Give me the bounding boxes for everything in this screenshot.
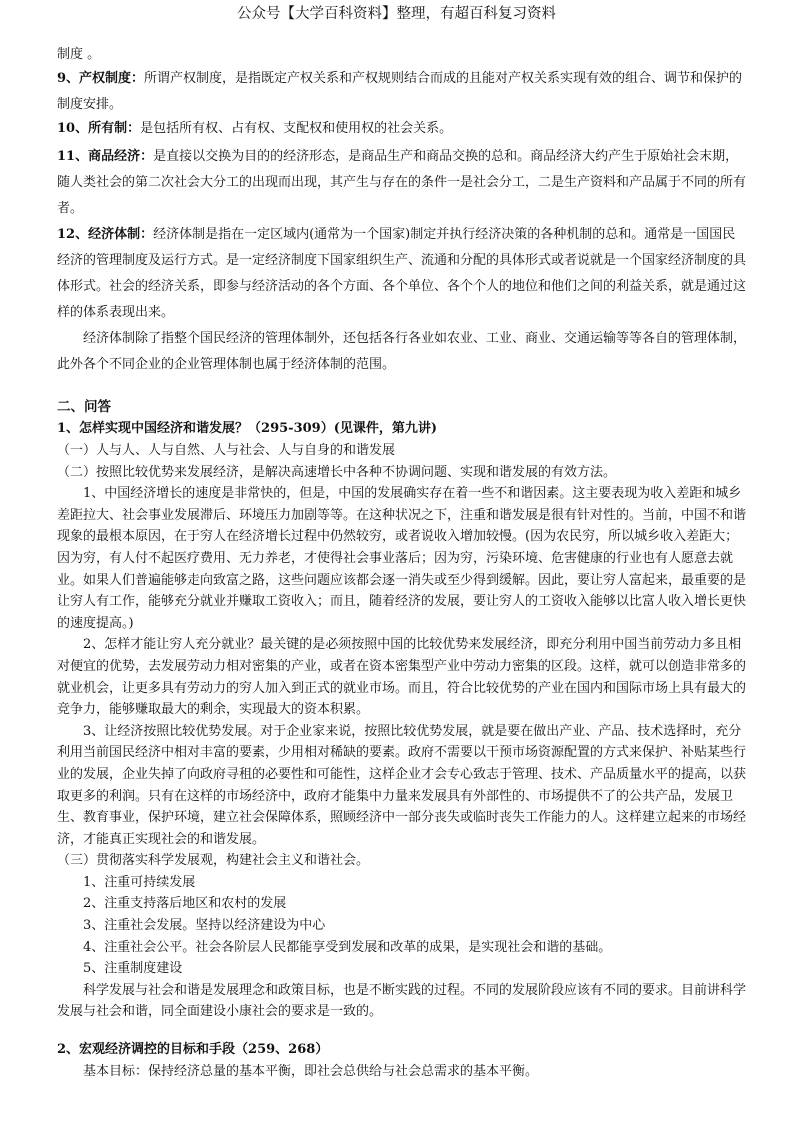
list-item: 5、注重制度建设 xyxy=(83,961,183,977)
definition-text: 所谓产权制度，是指既定产权关系和产权规则结合而成的且能对产权关系实现有效的组合、调节和保护的制度安排。 xyxy=(57,71,743,112)
page-header: 公众号【大学百科资料】整理，有超百科复习资料 xyxy=(237,6,556,22)
definition-text: 是包括所有权、占有权、支配权和使用权的社会关系。 xyxy=(140,121,453,136)
section-title: 二、问答 xyxy=(57,399,111,415)
answer-line: （一）人与人、人与自然、人与社会、人与自身的和谐发展 xyxy=(57,443,396,458)
term-label: 10、所有制： xyxy=(57,121,141,136)
term-label: 9、产权制度： xyxy=(57,71,145,86)
term-label: 11、商品经济： xyxy=(57,149,154,164)
answer-paragraph: 2、怎样才能让穷人充分就业？最关键的是必须按照中国的比较优势来发展经济，即充分利用中国当前劳动力多且相对便宜的优势，去发展劳动力相对密集的产业，或者在资本密集型产业中劳动力密集的区段。这样，就可以创造非常多的就业机会，让更多具有劳动力的穷人加入到正式的就业市场。而且，符合比较优势的产业在国内和国际市场上具有最大的竞争力，能够赚取最大的剩余，实现最大的资本积累。 xyxy=(57,637,747,718)
definition-11 xyxy=(57,144,747,222)
definition-text: 是直接以交换为目的的经济形态，是商品生产和商品交换的总和。商品经济大约产生于原始社会末期，随人类社会的第二次社会大分工的出现而出现，其产生与存在的条件一是社会分工，二是生产资料和产品属于不同的所有者。 xyxy=(57,149,747,216)
question-2-title: 2、宏观经济调控的目标和手段（259、268） xyxy=(57,1042,329,1058)
list-item: 4、注重社会公平。社会各阶层人民都能享受到发展和改革的成果，是实现社会和谐的基础。 xyxy=(83,939,612,955)
answer-line: （三）贯彻落实科学发展观，构建社会主义和谐社会。 xyxy=(57,853,370,869)
answer-paragraph: 3、让经济按照比较优势发展。对于企业家来说，按照比较优势发展，就是要在做出产业、产品、技术选择时，充分利用当前国民经济中相对丰富的要素，少用相对稀缺的要素。政府不需要以干预市场资源配置的方式来保护、补贴某些行业的发展，企业失掉了向政府寻租的必要性和可能性，这样企业才会专心致志于管理、技术、产品质量水平的提高，以获取更多的利润。只有在这样的市场经济中，政府才能集中力量来发展具有外部性的、市场提供不了的公共产品，发展卫生、教育事业，保护环境，建立社会保障体系，照顾经济中一部分丧失或临时丧失工作能力的人。这样建立起来的市场经济，才能真正实现社会的和谐发展。 xyxy=(57,723,747,847)
continuation-text: 制度 。 xyxy=(57,47,101,62)
term-label: 12、经济体制： xyxy=(57,227,154,242)
definition-text: 经济体制是指在一定区域内(通常为一个国家)制定并执行经济决策的各种机制的总和。通常是一国国民经济的管理制度及运行方式。是一定经济制度下国家组织生产、流通和分配的具体形式或者说就是一个国家经济制度的具体形式。社会的经济关系，即参与经济活动的各个方面、各个单位、各个个人的地位和他们之间的利益关系，就是通过这样的体系表现出来。 xyxy=(57,227,747,320)
list-item: 2、注重支持落后地区和农村的发展 xyxy=(83,896,287,912)
answer-line: （二）按照比较优势来发展经济，是解决高速增长中各种不协调问题、实现和谐发展的有效方法。 xyxy=(57,464,617,480)
list-item: 3、注重社会发展。坚持以经济建设为中心 xyxy=(83,918,326,934)
definition-12-paragraph-2: 经济体制除了指整个国民经济的管理体制外，还包括各行各业如农业、工业、商业、交通运输等等各自的管理体制，此外各个不同企业的企业管理体制也属于经济体制的范围。 xyxy=(57,331,747,372)
definition-12 xyxy=(57,222,747,326)
definition-10 xyxy=(57,116,747,142)
answer-paragraph: 科学发展与社会和谐是发展理念和政策目标，也是不断实践的过程。不同的发展阶段应该有不同的要求。目前讲科学发展与社会和谐，同全面建设小康社会的要求是一致的。 xyxy=(57,982,747,1020)
question-1-title: 1、怎样实现中国经济和谐发展？（295-309）(见课件，第九讲) xyxy=(57,421,438,436)
definition-9 xyxy=(57,66,747,118)
document-body xyxy=(57,42,747,1083)
list-item: 1、注重可持续发展 xyxy=(83,874,196,890)
answer-paragraph: 基本目标：保持经济总量的基本平衡，即社会总供给与社会总需求的基本平衡。 xyxy=(83,1064,539,1080)
answer-paragraph: 1、中国经济增长的速度是非常快的，但是，中国的发展确实存在着一些不和谐因素。这主要表现为收入差距和城乡差距拉大、社会事业发展滞后、环境压力加剧等等。在这种状况之下，注重和谐发展是很有针对性的。当前，中国不和谐现象的最根本原因，在于穷人在经济增长过程中仍然较穷，或者说收入增加较慢。(因为农民穷，所以城乡收入差距大；因为穷，有人付不起医疗费用、无力养老，才使得社会事业落后；因为穷，污染环境、危害健康的行业也有人愿意去就业。如果人们普遍能够走向致富之路，这些问题应该都会逐一消失或至少得到缓解。因此，要让穷人富起来，最重要的是让穷人有工作，能够充分就业并赚取工资收入；而且，随着经济的发展，要让穷人的工资收入能够以比富人收入增长更快的速度提高。) xyxy=(57,486,747,631)
